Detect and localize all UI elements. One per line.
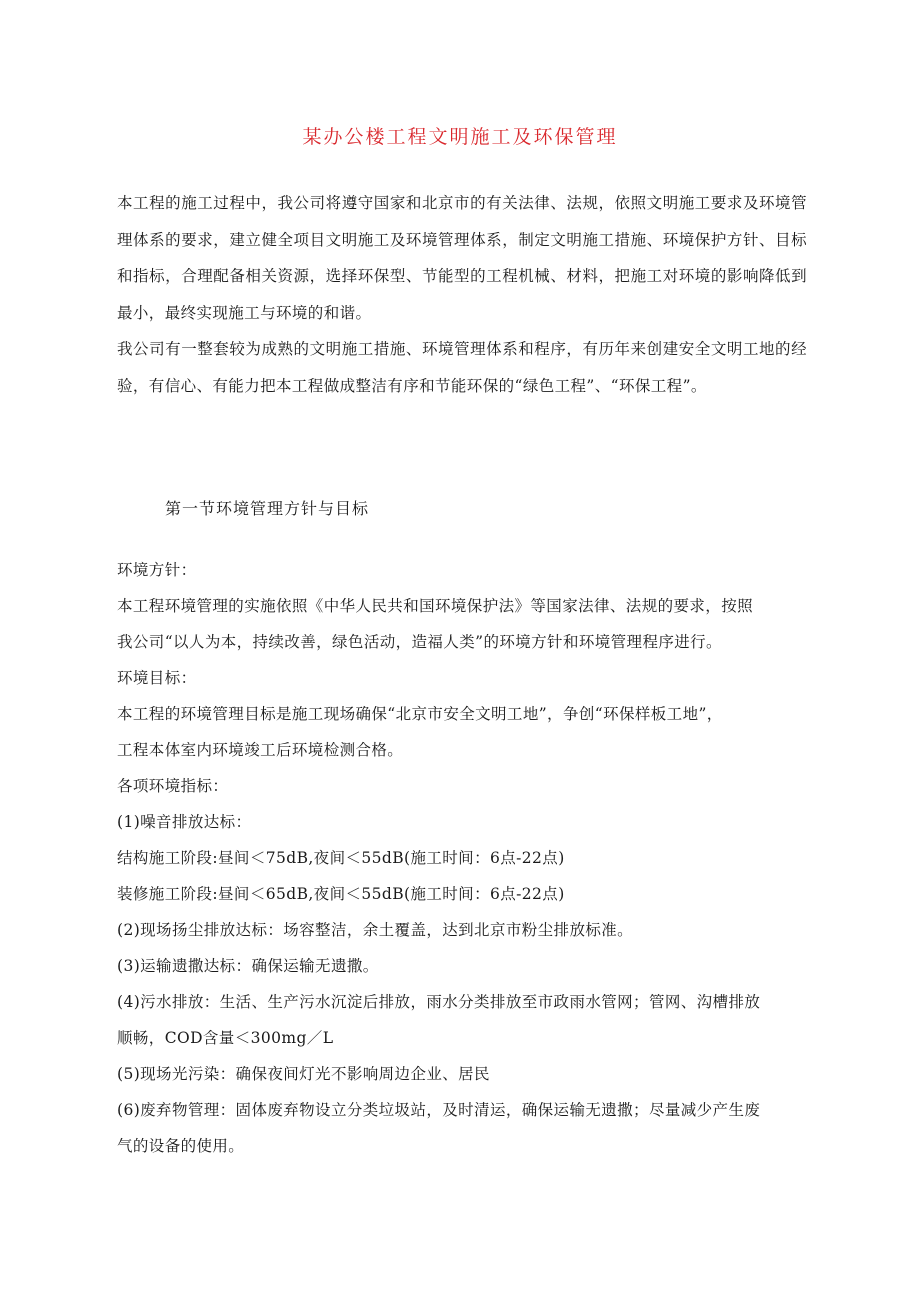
intro-paragraph-2: 我公司有一整套较为成熟的文明施工措施、环境管理体系和程序，有历年来创建安全文明工地的经验，有信心、有能力把本工程做成整洁有序和节能环保的“绿色工程”、“环保工程”。 <box>117 340 807 395</box>
policy-text-line-1: 本工程环境管理的实施依照《中华人民共和国环境保护法》等国家法律、法规的要求，按照 <box>117 597 754 615</box>
indicator-waste-line-2: 气的设备的使用。 <box>117 1137 245 1155</box>
indicator-noise-structure: 结构施工阶段:昼间＜75dB,夜间＜55dB(施工时间：6点-22点) <box>117 849 565 867</box>
indicator-noise-decoration: 装修施工阶段:昼间＜65dB,夜间＜55dB(施工时间：6点-22点) <box>117 885 565 903</box>
indicator-dust: (2)现场扬尘排放达标：场容整洁，余土覆盖，达到北京市粉尘排放标准。 <box>117 921 634 939</box>
indicator-sewage-line-2: 顺畅，COD含量＜300mg／L <box>117 1029 334 1047</box>
goal-label: 环境目标： <box>117 669 197 687</box>
document-title: 某办公楼工程文明施工及环保管理 <box>302 126 618 148</box>
indicator-transport: (3)运输遗撒达标：确保运输无遗撒。 <box>117 957 379 975</box>
section-heading: 第一节环境管理方针与目标 <box>165 499 370 518</box>
goal-text-line-2: 工程本体室内环境竣工后环境检测合格。 <box>117 741 404 759</box>
indicator-waste-line-1: (6)废弃物管理：固体废弃物设立分类垃圾站，及时清运，确保运输无遗撒；尽量减少产生废 <box>117 1101 761 1119</box>
policy-text-line-2: 我公司“以人为本，持续改善，绿色活动，造福人类”的环境方针和环境管理程序进行。 <box>117 633 722 651</box>
intro-paragraph-1: 本工程的施工过程中，我公司将遵守国家和北京市的有关法律、法规，依照文明施工要求及环境管理体系的要求，建立健全项目文明施工及环境管理体系，制定文明施工措施、环境保护方针、目标和指标，合理配备相关资源，选择环保型、节能型的工程机械、材料，把施工对环境的影响降低到最小，最终实现施工与环境的和谐。 <box>117 194 807 322</box>
goal-text-line-1: 本工程的环境管理目标是施工现场确保“北京市安全文明工地”，争创“环保样板工地”， <box>117 705 723 723</box>
indicators-label: 各项环境指标： <box>117 777 229 795</box>
indicator-noise-title: (1)噪音排放达标： <box>117 813 252 831</box>
policy-label: 环境方针： <box>117 561 197 579</box>
indicator-sewage-line-1: (4)污水排放：生活、生产污水沉淀后排放，雨水分类排放至市政雨水管网；管网、沟槽排放 <box>117 993 761 1011</box>
indicator-light: (5)现场光污染：确保夜间灯光不影响周边企业、居民 <box>117 1065 490 1083</box>
